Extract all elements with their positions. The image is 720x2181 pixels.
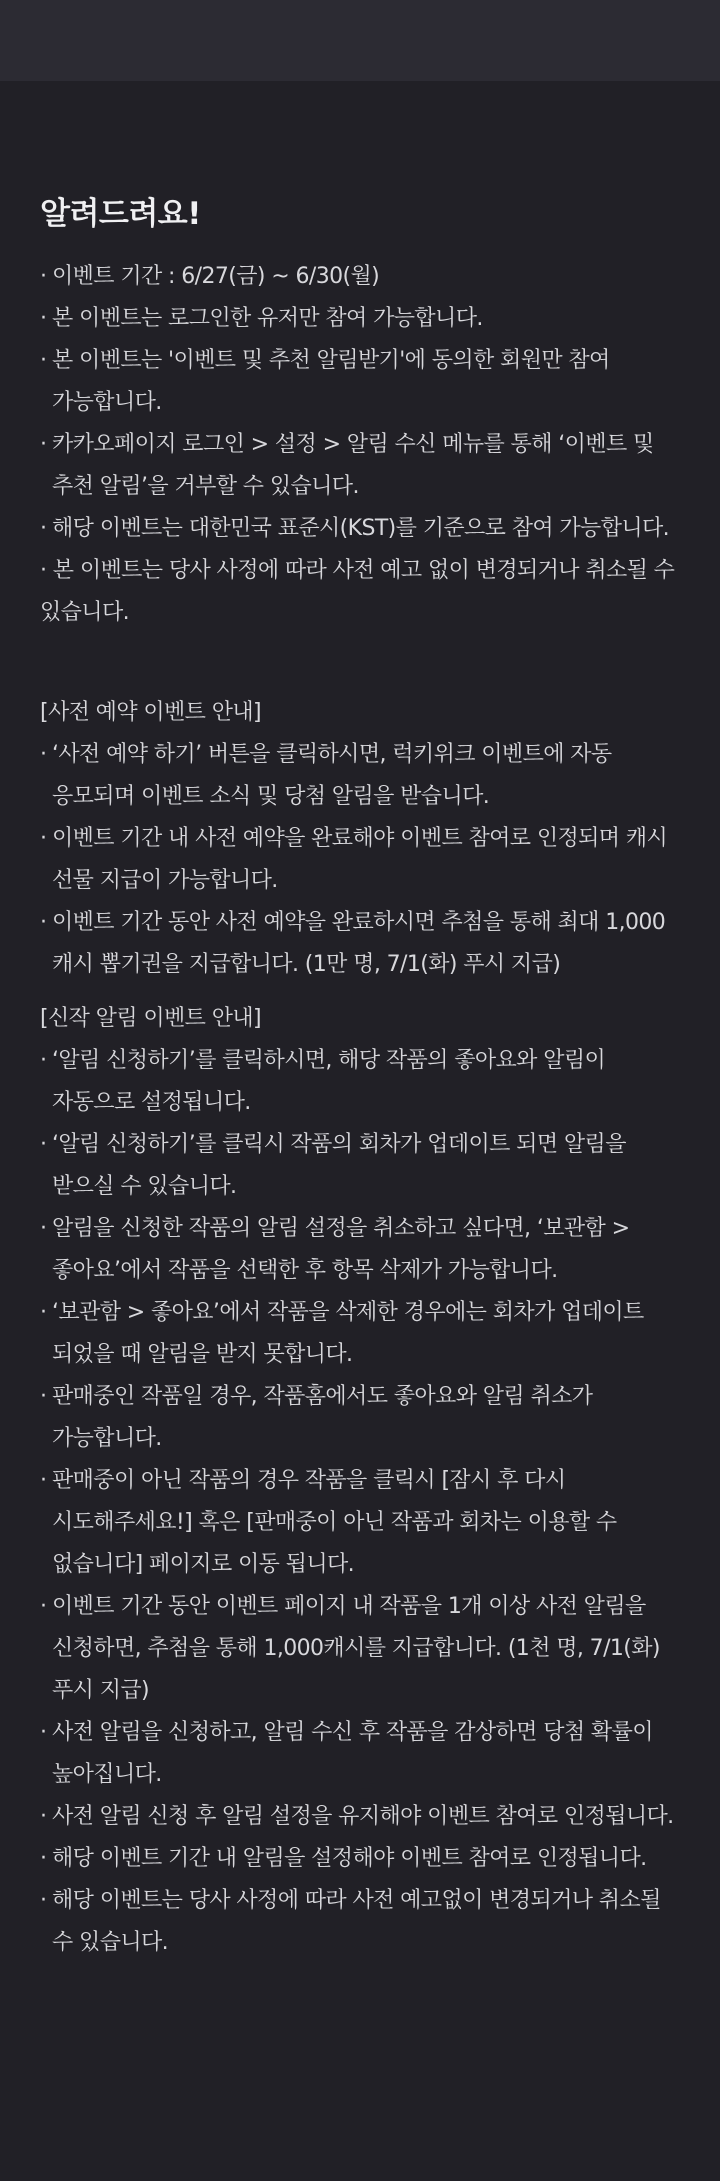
spacer bbox=[40, 634, 680, 692]
list-item-text: ‘사전 예약 하기’ 버튼을 클릭하시면, 럭키위크 이벤트에 자동 응모되며 이벤트 소식 및 당첨 알림을 받습니다. bbox=[52, 742, 612, 809]
bullet-dot: · bbox=[40, 1300, 47, 1325]
bullet-dot: · bbox=[40, 1846, 47, 1871]
spacer bbox=[40, 986, 680, 998]
bullet-dot: · bbox=[40, 306, 47, 331]
list-item bbox=[40, 1712, 680, 1796]
list-item bbox=[40, 424, 680, 508]
list-item-text: 이벤트 기간 내 사전 예약을 완료해야 이벤트 참여로 인정되며 캐시 선물 지급이 가능합니다. bbox=[52, 826, 668, 893]
preorder-section-heading: [사전 예약 이벤트 안내] bbox=[40, 700, 262, 725]
list-item-text: 이벤트 기간 동안 이벤트 페이지 내 작품을 1개 이상 사전 알림을 신청하면, 추첨을 통해 1,000캐시를 지급합니다. (1천 명, 7/1(화) 푸시 지급) bbox=[52, 1594, 660, 1703]
list-item bbox=[40, 1040, 680, 1124]
list-item bbox=[40, 1124, 680, 1208]
bullet-dot: · bbox=[40, 1216, 47, 1241]
list-item bbox=[40, 340, 680, 424]
notice-section bbox=[40, 190, 680, 1964]
preorder-notice-list bbox=[40, 734, 680, 986]
bullet-dot: · bbox=[40, 264, 47, 289]
list-item-text: 이벤트 기간 : 6/27(금) ~ 6/30(월) bbox=[52, 264, 380, 289]
bullet-dot: · bbox=[40, 1594, 47, 1619]
bullet-dot: · bbox=[40, 1720, 47, 1745]
list-item bbox=[40, 1880, 680, 1964]
bullet-dot: · bbox=[40, 1048, 47, 1073]
bullet-dot: · bbox=[40, 558, 53, 583]
bullet-dot: · bbox=[40, 1384, 47, 1409]
bullet-dot: · bbox=[40, 432, 47, 457]
list-item-text: 판매중인 작품일 경우, 작품홈에서도 좋아요와 알림 취소가 가능합니다. bbox=[52, 1384, 593, 1451]
top-header-band bbox=[0, 0, 720, 81]
list-item-text: 해당 이벤트는 대한민국 표준시(KST)를 기준으로 참여 가능합니다. bbox=[52, 516, 670, 541]
list-item bbox=[40, 1460, 680, 1586]
bullet-dot: · bbox=[40, 1132, 47, 1157]
general-notice-list bbox=[40, 256, 680, 634]
bullet-dot: · bbox=[40, 348, 47, 373]
list-item bbox=[40, 1796, 680, 1838]
list-item-text: 카카오페이지 로그인 > 설정 > 알림 수신 메뉴를 통해 ‘이벤트 및 추천 알림’을 거부할 수 있습니다. bbox=[52, 432, 654, 499]
list-item-text: 알림을 신청한 작품의 알림 설정을 취소하고 싶다면, ‘보관함 > 좋아요’에서 작품을 선택한 후 항목 삭제가 가능합니다. bbox=[52, 1216, 630, 1283]
list-item bbox=[40, 508, 680, 550]
list-item-text: 사전 알림 신청 후 알림 설정을 유지해야 이벤트 참여로 인정됩니다. bbox=[52, 1804, 674, 1829]
list-item-text: 판매중이 아닌 작품의 경우 작품을 클릭시 [잠시 후 다시 시도해주세요!] 혹은 [판매중이 아닌 작품과 회차는 이용할 수 없습니다] 페이지로 이동 됩니다. bbox=[52, 1468, 617, 1577]
list-item-text: ‘알림 신청하기’를 클릭하시면, 해당 작품의 좋아요와 알림이 자동으로 설정됩니다. bbox=[52, 1048, 606, 1115]
list-item bbox=[40, 734, 680, 818]
list-item-text: ‘알림 신청하기’를 클릭시 작품의 회차가 업데이트 되면 알림을 받으실 수 있습니다. bbox=[52, 1132, 626, 1199]
list-item-text: 해당 이벤트 기간 내 알림을 설정해야 이벤트 참여로 인정됩니다. bbox=[52, 1846, 647, 1871]
list-item-text: 이벤트 기간 동안 사전 예약을 완료하시면 추첨을 통해 최대 1,000 캐시 뽑기권을 지급합니다. (1만 명, 7/1(화) 푸시 지급) bbox=[52, 910, 666, 977]
list-item-text: 해당 이벤트는 당사 사정에 따라 사전 예고없이 변경되거나 취소될 수 있습니다. bbox=[52, 1888, 661, 1955]
bullet-dot: · bbox=[40, 910, 47, 935]
list-item-text: 본 이벤트는 로그인한 유저만 참여 가능합니다. bbox=[52, 306, 483, 331]
list-item-text: 본 이벤트는 당사 사정에 따라 사전 예고 없이 변경되거나 취소될 수 있습니다. bbox=[40, 558, 675, 625]
bullet-dot: · bbox=[40, 1888, 47, 1913]
list-item bbox=[40, 1292, 680, 1376]
list-item bbox=[40, 902, 680, 986]
list-item-text: 사전 알림을 신청하고, 알림 수신 후 작품을 감상하면 당첨 확률이 높아집니다. bbox=[52, 1720, 653, 1787]
bullet-dot: · bbox=[40, 1804, 47, 1829]
bullet-dot: · bbox=[40, 826, 47, 851]
list-item bbox=[40, 818, 680, 902]
bullet-dot: · bbox=[40, 516, 47, 541]
list-item bbox=[40, 1208, 680, 1292]
alarm-section-heading: [신작 알림 이벤트 안내] bbox=[40, 1006, 262, 1031]
list-item bbox=[40, 1586, 680, 1712]
alarm-notice-list bbox=[40, 1040, 680, 1964]
notice-title: 알려드려요! bbox=[40, 196, 201, 232]
bullet-dot: · bbox=[40, 1468, 47, 1493]
list-item-text: 본 이벤트는 '이벤트 및 추천 알림받기'에 동의한 회원만 참여 가능합니다. bbox=[52, 348, 610, 415]
bullet-dot: · bbox=[40, 742, 47, 767]
list-item bbox=[40, 1838, 680, 1880]
list-item-text: ‘보관함 > 좋아요’에서 작품을 삭제한 경우에는 회차가 업데이트 되었을 때 알림을 받지 못합니다. bbox=[52, 1300, 644, 1367]
list-item bbox=[40, 256, 680, 298]
list-item bbox=[40, 1376, 680, 1460]
list-item bbox=[40, 550, 680, 634]
list-item bbox=[40, 298, 680, 340]
